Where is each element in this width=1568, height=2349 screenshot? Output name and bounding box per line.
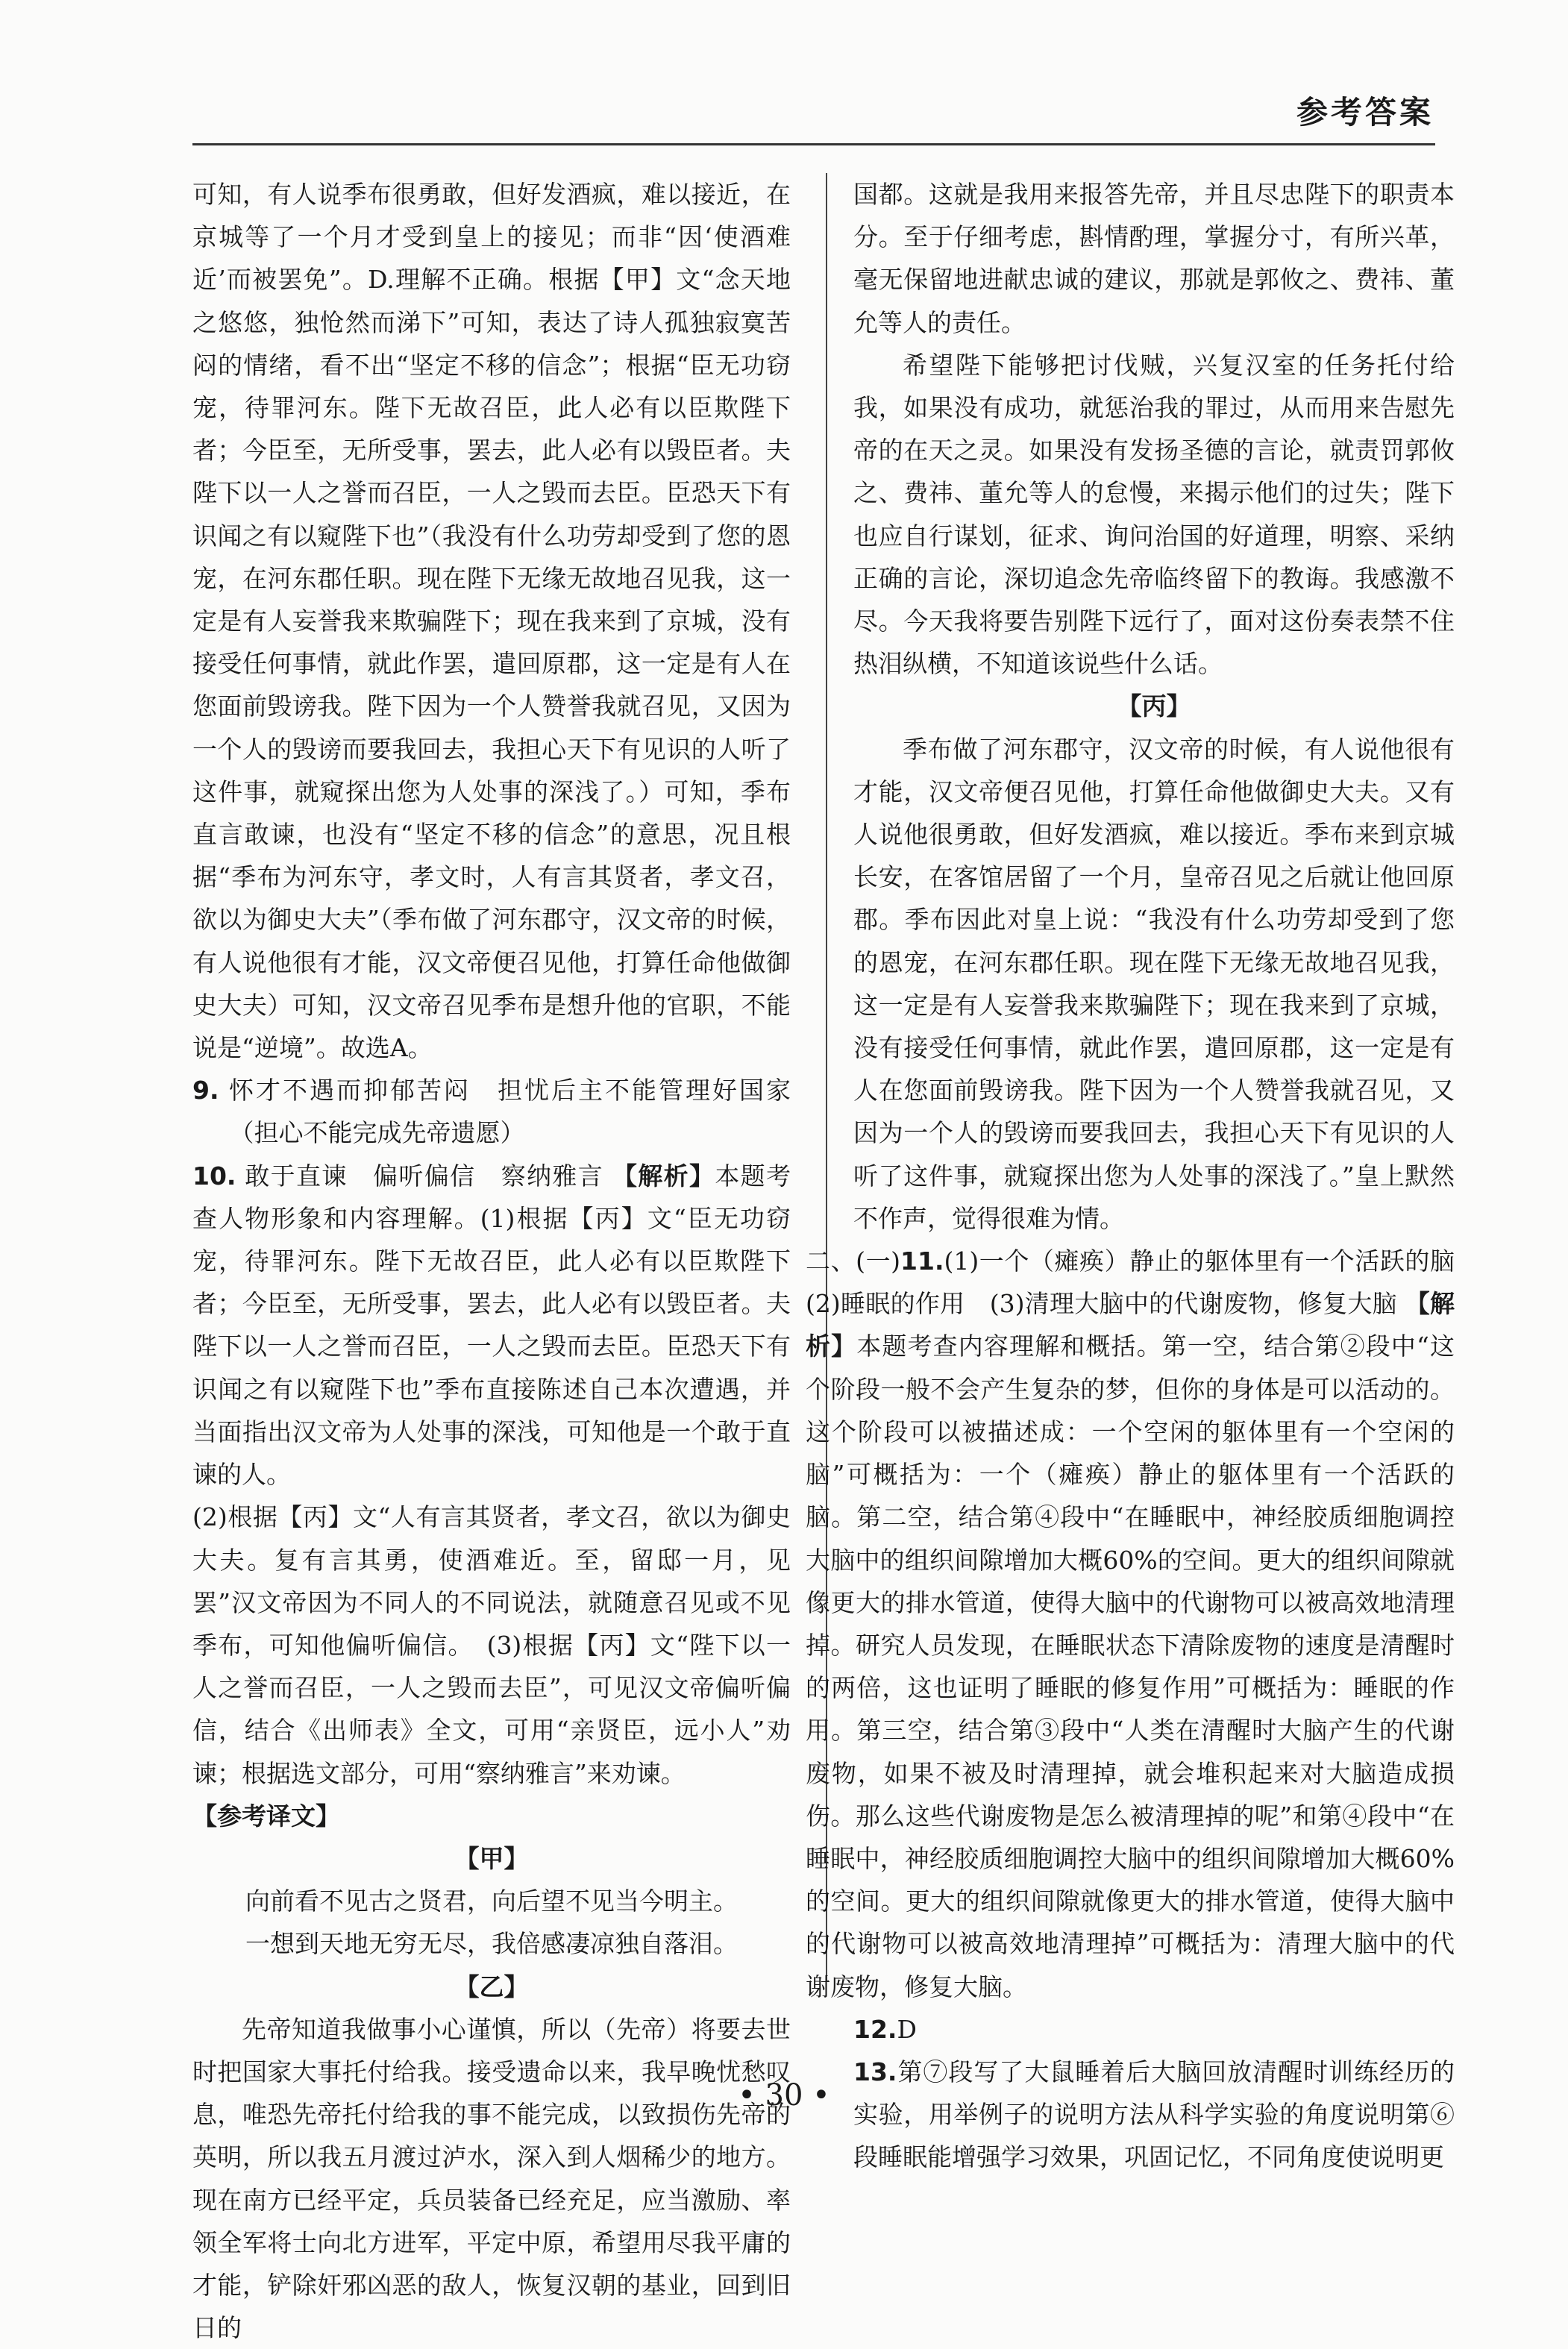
yi-paragraph-1-continued: 国都。这就是我用来报答先帝，并且尽忠陛下的职责本分。至于仔细考虑，斟情酌理，掌握分寸，有所兴革，毫无保留地进献忠诚的建议，那就是郭攸之、费祎、董允等人的责任。 (853, 180, 1455, 337)
question-12-number: 12. (853, 2014, 897, 2044)
question-10-analysis-2: (2)根据【丙】文“人有言其贤者，孝文召，欲以为御史大夫。复有言其勇，使酒难近。至，留邸一月，见罢”汉文帝因为不同人的不同说法，就随意召见或不见季布，可知他偏听偏信。 (3)根据【丙】文“陛下以一人之誉而召臣，一人之毁而去臣”，可见汉文帝偏听偏信，结合《出师表》全文，可用“亲贤臣，远小人”劝谏；根据选文部分，可用“察纳雅言”来劝谏。 (192, 1502, 791, 1788)
question-10-analysis-1: 本题考查人物形象和内容理解。(1)根据【丙】文“臣无功窃宠，待罪河东。陛下无故召臣，此人必有以臣欺陛下者；今臣至，无所受事，罢去，此人必有以毁臣者。夫陛下以一人之誉而召臣，一人之毁而去臣。臣恐天下有识闻之有以窥陛下也”季布直接陈述自己本次遭遇，并当面指出汉文帝为人处事的深浅，可知他是一个敢于直谏的人。 (192, 1161, 791, 1490)
question-11-analysis-tag: 【解析】 (806, 1289, 1455, 1361)
question-10-answer: 敢于直谏 偏听偏信 察纳雅言 (245, 1161, 604, 1191)
section-yi-title: 【乙】 (454, 1972, 529, 2001)
question-12 (853, 2008, 1455, 2051)
bing-paragraph: 季布做了河东郡守，汉文帝的时候，有人说他很有才能，汉文帝便召见他，打算任命他做御史大夫。又有人说他很勇敢，但好发酒疯，难以接近。季布来到京城长安，在客馆居留了一个月，皇帝召见之后就让他回原郡。季布因此对皇上说：“我没有什么功劳却受到了您的恩宠，在河东郡任职。现在陛下无缘无故地召见我，这一定是有人妄誉我来欺骗陛下；现在我来到了京城，没有接受任何事情，就此作罢，遣回原郡，这一定是有人在您面前毁谤我。陛下因为一个人赞誉我就召见，又因为一个人的毁谤而要我回去，我担心天下有见识的人听了这件事，就窥探出您为人处事的深浅了。”皇上默然不作声，觉得很难为情。 (853, 734, 1455, 1233)
right-column (806, 173, 1479, 2179)
left-column (192, 173, 791, 2349)
yi-paragraph-1: 先帝知道我做事小心谨慎，所以（先帝）将要去世时把国家大事托付给我。接受遗命以来，我早晚忧愁叹息，唯恐先帝托付给我的事不能完成，以致损伤先帝的英明，所以我五月渡过泸水，深入到人烟稀少的地方。现在南方已经平定，兵员装备已经充足，应当激励、率领全军将士向北方进军，平定中原，希望用尽我平庸的才能，铲除奸邪凶恶的敌人，恢复汉朝的基业，回到旧日的 (192, 2014, 791, 2343)
question-10-analysis-tag: 【解析】 (612, 1161, 715, 1191)
question-11-analysis: 本题考查内容理解和概括。第一空，结合第②段中“这个阶段一般不会产生复杂的梦，但你的身体是可以活动的。这个阶段可以被描述成：一个空闲的躯体里有一个空闲的脑”可概括为：一个（瘫痪）静止的躯体里有一个活跃的脑。第二空，结合第④段中“在睡眠中，神经胶质细胞调控大脑中的组织间隙增加大概60%的空间。更大的组织间隙就像更大的排水管道，使得大脑中的代谢物可以被高效地清理掉。研究人员发现，在睡眠状态下清除废物的速度是清醒时的两倍，这也证明了睡眠的修复作用”可概括为：睡眠的作用。第三空，结合第③段中“人类在清醒时大脑产生的代谢废物，如果不被及时清理掉，就会堆积起来对大脑造成损伤。那么这些代谢废物是怎么被清理掉的呢”和第④段中“在睡眠中，神经胶质细胞调控大脑中的组织间隙增加大概60%的空间。更大的组织间隙就像更大的排水管道，使得大脑中的代谢物可以被高效地清理掉”可概括为：清理大脑中的代谢废物，修复大脑。 (806, 1332, 1455, 2001)
question-13-answer: 第⑦段写了大鼠睡着后大脑回放清醒时训练经历的实验，用举例子的说明方法从科学实验的角度说明第⑥段睡眠能增强学习效果，巩固记忆，不同角度使说明更 (853, 2057, 1455, 2172)
question-12-answer: D (897, 2014, 917, 2044)
section-bing-title: 【丙】 (1117, 691, 1191, 721)
question-13 (853, 2051, 1455, 2179)
question-13-number: 13. (853, 2057, 897, 2086)
question-11 (806, 1240, 1479, 2008)
jia-line-2: 一想到天地无穷无尽，我倍感凄凉独自落泪。 (245, 1929, 738, 1959)
question-9-answer: 怀才不遇而抑郁苦闷 担忧后主不能管理好国家（担心不能完成先帝遗愿） (229, 1076, 791, 1148)
reference-translation-title: 【参考译文】 (192, 1801, 340, 1831)
question-11-answer: (1)一个（瘫痪）静止的躯体里有一个活跃的脑 (2)睡眠的作用 (3)清理大脑中的代谢废物，修复大脑 (806, 1246, 1479, 1319)
page-header-title: 参考答案 (1296, 94, 1434, 131)
section-two-prefix: 二、(一) (806, 1246, 901, 1276)
question-9-number: 9. (192, 1076, 219, 1105)
header-divider (192, 143, 1435, 145)
jia-line-1: 向前看不见古之贤君，向后望不见当今明主。 (245, 1887, 738, 1916)
yi-paragraph-2: 希望陛下能够把讨伐贼，兴复汉室的任务托付给我，如果没有成功，就惩治我的罪过，从而用来告慰先帝的在天之灵。如果没有发扬圣德的言论，就责罚郭攸之、费祎、董允等人的怠慢，来揭示他们的过失；陛下也应自行谋划，征求、询问治国的好道理，明察、采纳正确的言论，深切追念先帝临终留下的教诲。我感激不尽。今天我将要告别陛下远行了，面对这份奏表禁不住热泪纵横，不知道该说些什么话。 (853, 350, 1455, 679)
analysis-paragraph: 可知，有人说季布很勇敢，但好发酒疯，难以接近，在京城等了一个月才受到皇上的接见；而非“因‘使酒难近’而被罢免”。D.理解不正确。根据【甲】文“念天地之悠悠，独怆然而涕下”可知，表达了诗人孤独寂寞苦闷的情绪，看不出“坚定不移的信念”；根据“臣无功窃宠，待罪河东。陛下无故召臣，此人必有以臣欺陛下者；今臣至，无所受事，罢去，此人必有以毁臣者。夫陛下以一人之誉而召臣，一人之毁而去臣。臣恐天下有识闻之有以窥陛下也”（我没有什么功劳却受到了您的恩宠，在河东郡任职。现在陛下无缘无故地召见我，这一定是有人妄誉我来欺骗陛下；现在我来到了京城，没有接受任何事情，就此作罢，遣回原郡，这一定是有人在您面前毁谤我。陛下因为一个人赞誉我就召见，又因为一个人的毁谤而要我回去，我担心天下有见识的人听了这件事，就窥探出您为人处事的深浅了。）可知，季布直言敢谏，也没有“坚定不移的信念”的意思，况且根据“季布为河东守，孝文时，人有言其贤者，孝文召，欲以为御史大夫”（季布做了河东郡守，汉文帝的时候，有人说他很有才能，汉文帝便召见他，打算任命他做御史大夫）可知，汉文帝召见季布是想升他的官职，不能说是“逆境”。故选A。 (192, 180, 791, 1063)
page-number: • 30 • (738, 2078, 830, 2113)
question-11-number: 11. (900, 1246, 944, 1276)
section-jia-title: 【甲】 (454, 1843, 529, 1873)
question-10 (192, 1155, 791, 1496)
question-10-number: 10. (192, 1161, 236, 1191)
question-9 (192, 1069, 791, 1154)
